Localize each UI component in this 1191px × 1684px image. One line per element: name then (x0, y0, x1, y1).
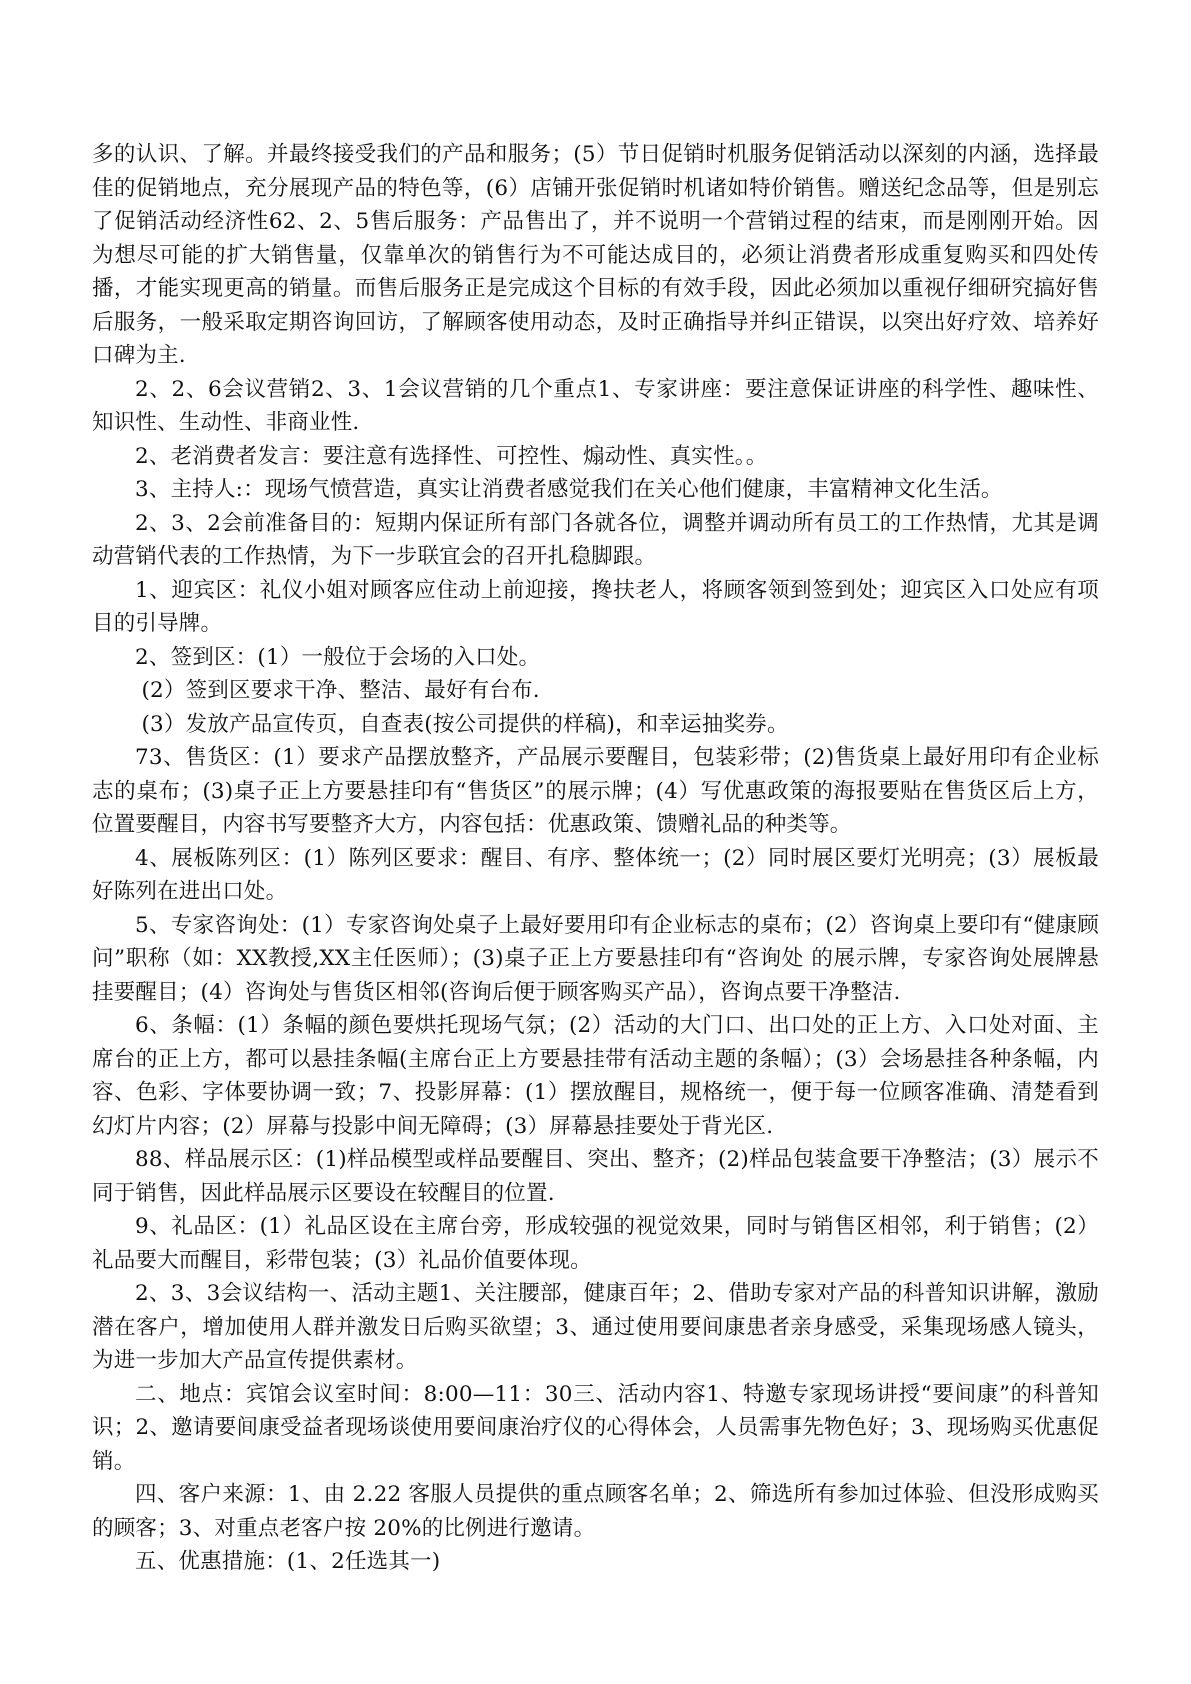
paragraph: 73、售货区：(1）要求产品摆放整齐，产品展示要醒目，包装彩带；(2)售货桌上最好用印有企业标志的桌布；(3)桌子正上方要悬挂印有“售货区”的展示牌；(4）写优惠政策的海报要贴在售货区后上方，位置要醒目，内容书写要整齐大方，内容包括：优惠政策、馈赠礼品的种类等。 (92, 745, 1099, 837)
paragraph: 6、条幅：(1）条幅的颜色要烘托现场气氛；(2）活动的大门口、出口处的正上方、入口处对面、主席台的正上方，都可以悬挂条幅(主席台正上方要悬挂带有活动主题的条幅）；(3）会场悬挂各种条幅，内容、色彩、字体要协调一致；7、投影屏幕：(1）摆放醒目，规格统一，便于每一位顾客准确、清楚看到幻灯片内容；(2）屏幕与投影中间无障碍；(3）屏幕悬挂要处于背光区. (92, 1013, 1099, 1139)
paragraph: 五、优惠措施：(1、2任选其一) (135, 1549, 441, 1574)
paragraph: (3）发放产品宣传页，自查表(按公司提供的样稿)，和幸运抽奖券。 (141, 711, 789, 737)
paragraph: 4、展板陈列区：(1）陈列区要求：醒目、有序、整体统一；(2）同时展区要灯光明亮；(3）展板最好陈列在进出口处。 (92, 845, 1099, 904)
paragraph: 1、迎宾区：礼仪小姐对顾客应住动上前迎接，搀扶老人，将顾客领到签到处；迎宾区入口处应有项目的引导牌。 (92, 577, 1099, 636)
paragraph: 二、地点：宾馆会议室时间：8:00—11：30三、活动内容1、特邀专家现场讲授“要间康”的科普知识；2、邀请要间康受益者现场谈使用要间康治疗仪的心得体会，人员需事先物色好；3、现场购买优惠促销。 (92, 1381, 1099, 1474)
paragraph: 2、2、6会议营销2、3、1会议营销的几个重点1、专家讲座：要注意保证讲座的科学性、趣味性、知识性、生动性、非商业性. (92, 376, 1099, 435)
paragraph: 2、老消费者发言：要注意有选择性、可控性、煽动性、真实性。。 (135, 443, 768, 469)
paragraph: (2）签到区要求干净、整洁、最好有台布. (141, 678, 540, 703)
document-body (92, 138, 1099, 1579)
paragraph: 多的认识、了解。并最终接受我们的产品和服务；(5）节日促销时机服务促销活动以深刻的内涵，选择最佳的促销地点，充分展现产品的特色等，(6）店铺开张促销时机诸如特价销售。赠送纪念品等，但是别忘了促销活动经济性62、2、5售后服务：产品售出了，并不说明一个营销过程的结束，而是刚刚开始。因为想尽可能的扩大销售量，仅靠单次的销售行为不可能达成目的，必须让消费者形成重复购买和四处传播，才能实现更高的销量。而售后服务正是完成这个目标的有效手段，因此必须加以重视仔细研究搞好售后服务，一般采取定期咨询回访，了解顾客使用动态，及时正确指导并纠正错误，以突出好疗效、培养好口碑为主. (92, 142, 1099, 368)
paragraph: 5、专家咨询处：(1）专家咨询处桌子上最好要用印有企业标志的桌布；(2）咨询桌上要印有“健康顾问”职称（如：XX教授,XX主任医师）；(3)桌子正上方要悬挂印有“咨询处 的展示牌，专家咨询处展牌悬挂要醒目；(4）咨询处与售货区相邻(咨询后便于顾客购买产品），咨询点要干净整洁. (92, 912, 1099, 1005)
paragraph: 2、签到区：(1）一般位于会场的入口处。 (135, 644, 541, 670)
paragraph: 2、3、3会议结构一、活动主题1、关注腰部，健康百年；2、借助专家对产品的科普知识讲解，激励潜在客户，增加使用人群并激发日后购买欲望；3、通过使用要间康患者亲身感受，采集现场感人镜头，为进一步加大产品宣传提供素材。 (92, 1281, 1099, 1373)
paragraph: 2、3、2会前准备目的：短期内保证所有部门各就各位，调整并调动所有员工的工作热情，尤其是调动营销代表的工作热情，为下一步联宜会的召开扎稳脚跟。 (92, 510, 1099, 569)
paragraph: 88、样品展示区：(1)样品模型或样品要醒目、突出、整齐；(2)样品包装盒要干净整洁；(3）展示不同于销售，因此样品展示区要设在较醒目的位置. (92, 1147, 1099, 1206)
paragraph: 9、礼品区：(1）礼品区设在主席台旁，形成较强的视觉效果，同时与销售区相邻，利于销售；(2）礼品要大而醒目，彩带包装；(3）礼品价值要体现。 (92, 1214, 1099, 1273)
paragraph: 3、主持人:：现场气愤营造，真实让消费者感觉我们在关心他们健康，丰富精神文化生活。 (135, 477, 1003, 502)
paragraph: 四、客户来源：1、由 2.22 客服人员提供的重点顾客名单；2、筛选所有参加过体验、但没形成购买的顾客；3、对重点老客户按 20%的比例进行邀请。 (92, 1482, 1099, 1541)
